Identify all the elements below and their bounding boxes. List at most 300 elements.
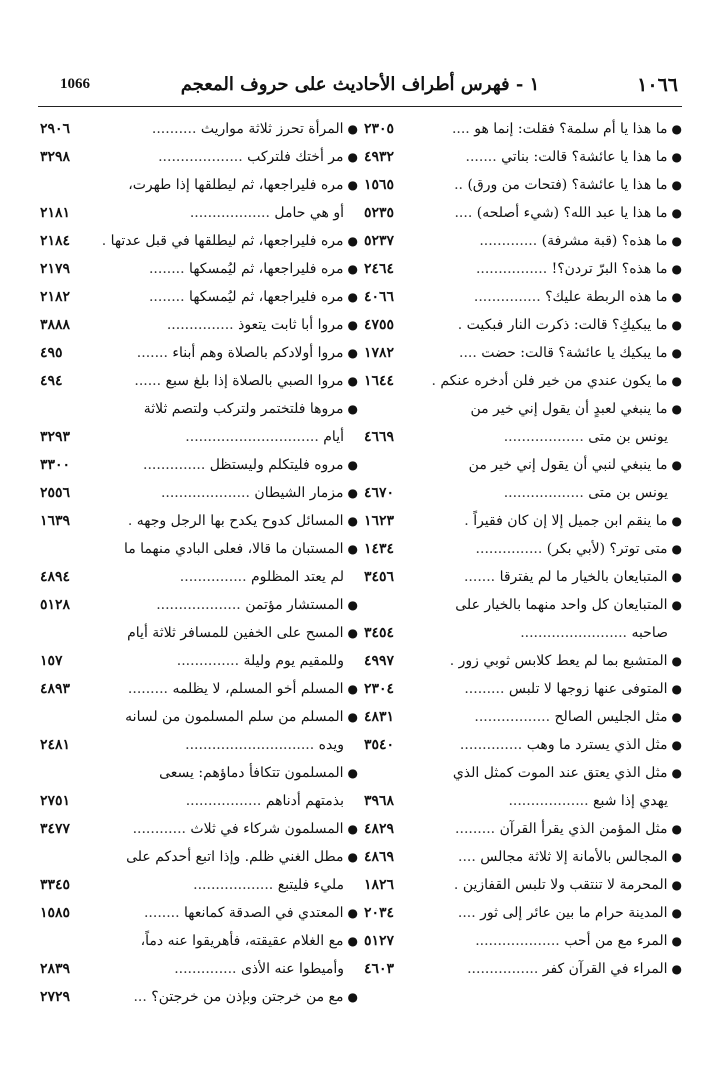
hadith-entry — [40, 619, 358, 675]
leader-dots: ....... — [463, 569, 496, 585]
hadith-entry — [40, 703, 358, 759]
hadith-entry — [364, 815, 682, 843]
leader-dots: ............................. — [185, 737, 315, 753]
bullet-icon: ● — [671, 262, 682, 276]
entry-body — [94, 759, 358, 815]
entry-body — [418, 871, 682, 899]
entry-body — [418, 759, 682, 815]
hadith-entry — [364, 703, 682, 731]
entry-body — [94, 703, 358, 759]
leader-dots: . — [453, 877, 459, 893]
entry-text: مروا أولادكم بالصلاة وهم أبناء — [172, 345, 344, 361]
hadith-number: ٢٣٠٤ — [364, 681, 395, 697]
entry-body — [418, 535, 682, 563]
entry-body — [418, 927, 682, 955]
leader-dots: .................. — [508, 793, 589, 809]
hadith-entry — [364, 899, 682, 927]
entry-text: مروا أبا ثابت يتعوذ — [238, 317, 344, 333]
hadith-entry — [40, 535, 358, 591]
hadith-entry — [364, 451, 682, 507]
hadith-entry — [364, 647, 682, 675]
entry-body — [94, 899, 358, 927]
hadith-number: ٢١٨٢ — [40, 289, 71, 305]
bullet-icon: ● — [347, 626, 358, 640]
entry-body — [94, 815, 358, 843]
hadith-number: ١٥٧ — [40, 653, 63, 669]
bullet-icon: ● — [347, 514, 358, 528]
leader-dots: . — [464, 513, 469, 529]
hadith-number: ١٤٣٤ — [364, 541, 395, 557]
leader-dots: . — [127, 513, 133, 529]
bullet-icon: ● — [671, 346, 682, 360]
leader-dots: .... — [459, 345, 477, 361]
hadith-entry — [364, 367, 682, 395]
entry-body — [418, 955, 682, 983]
entry-text-line2: وللمقيم يوم وليلة — [243, 653, 344, 669]
entry-body — [94, 507, 358, 535]
entry-body — [418, 171, 682, 199]
bullet-icon: ● — [347, 486, 358, 500]
bullet-icon: ● — [671, 570, 682, 584]
leader-dots: ................. — [474, 709, 551, 725]
entry-text-line2: أيام — [323, 429, 344, 445]
bullet-icon: ● — [347, 262, 358, 276]
hadith-number: ٤٩٥ — [40, 345, 63, 361]
bullet-icon: ● — [671, 682, 682, 696]
hadith-entry — [40, 143, 358, 171]
entry-text: المسلم من سلم المسلمون من لسانه — [125, 709, 344, 725]
page-header — [38, 72, 682, 107]
hadith-entry — [40, 227, 358, 255]
entry-body — [94, 367, 358, 395]
page-number-latin: 1066 — [60, 76, 90, 92]
right-column — [364, 115, 682, 983]
hadith-number: ٣٣٤٥ — [40, 877, 71, 893]
hadith-number: ٤٦٦٩ — [364, 429, 395, 445]
entry-text: المستبان ما قالا، فعلى البادي منهما ما — [123, 541, 344, 557]
bullet-icon: ● — [347, 458, 358, 472]
entry-continuation — [418, 619, 682, 647]
bullet-icon: ● — [671, 738, 682, 752]
entry-body — [418, 647, 682, 675]
bullet-icon: ● — [347, 318, 358, 332]
leader-dots: ........................ — [520, 625, 627, 641]
hadith-entry — [40, 339, 358, 367]
bullet-icon: ● — [347, 374, 358, 388]
hadith-number: ١٥٦٥ — [364, 177, 395, 193]
leader-dots: .... — [457, 905, 476, 921]
leader-dots: ......... — [127, 681, 168, 697]
entry-text: المسح على الخفين للمسافر ثلاثة أيام — [127, 625, 344, 641]
leader-dots: .. — [454, 177, 463, 193]
entry-text: مزمار الشيطان — [254, 485, 344, 501]
entry-text-line2: أو هي حامل — [274, 205, 344, 221]
hadith-number: ١٧٨٢ — [364, 345, 395, 361]
leader-dots: ............... — [475, 541, 543, 557]
leader-dots: ................. — [185, 793, 262, 809]
entry-body — [94, 619, 358, 675]
hadith-number: ٣٢٩٨ — [40, 149, 71, 165]
hadith-number: ٣٢٩٣ — [40, 429, 71, 445]
bullet-icon: ● — [347, 402, 358, 416]
leader-dots: ........ — [148, 261, 185, 277]
leader-dots: ...... — [134, 373, 162, 389]
hadith-entry — [364, 731, 682, 759]
bullet-icon: ● — [671, 710, 682, 724]
hadith-number: ٣٤٥٦ — [364, 569, 395, 585]
hadith-entry — [364, 871, 682, 899]
hadith-number: ٣٨٨٨ — [40, 317, 71, 333]
leader-dots: .............................. — [185, 429, 319, 445]
entry-continuation — [94, 199, 358, 227]
bullet-icon: ● — [671, 878, 682, 892]
hadith-entry — [40, 115, 358, 143]
hadith-number: ٣٤٥٤ — [364, 625, 395, 641]
hadith-number: ١٦٢٣ — [364, 513, 395, 529]
entry-body — [94, 115, 358, 143]
hadith-number: ٤٦٠٣ — [364, 961, 395, 977]
entry-body — [418, 115, 682, 143]
entry-body — [94, 983, 358, 1011]
leader-dots: .......... — [151, 121, 197, 137]
entry-text-line2: وأميطوا عنه الأذى — [240, 961, 344, 977]
bullet-icon: ● — [671, 934, 682, 948]
leader-dots: . — [457, 317, 463, 333]
leader-dots: ............... — [179, 569, 247, 585]
entry-text: المرء مع من أحب — [564, 933, 668, 949]
hadith-number: ٥١٢٧ — [364, 933, 395, 949]
bullet-icon: ● — [347, 710, 358, 724]
hadith-number: ٢١٧٩ — [40, 261, 71, 277]
hadith-number: ٤٦٧٠ — [364, 485, 395, 501]
entry-text: المدينة حرام ما بين عائر إلى ثور — [480, 905, 668, 921]
bullet-icon: ● — [347, 850, 358, 864]
hadith-number: ٤٩٣٢ — [364, 149, 395, 165]
bullet-icon: ● — [671, 962, 682, 976]
hadith-entry — [364, 199, 682, 227]
hadith-entry — [40, 395, 358, 451]
leader-dots: .............. — [176, 653, 240, 669]
bullet-icon: ● — [347, 346, 358, 360]
entry-text-line2: مليء فليتبع — [277, 877, 344, 893]
entry-body — [94, 591, 358, 619]
entry-body — [418, 675, 682, 703]
entry-text-line2: بذمتهم أدناهم — [265, 793, 344, 809]
bullet-icon: ● — [671, 374, 682, 388]
hadith-number: ٤٠٦٦ — [364, 289, 395, 305]
hadith-entry — [364, 339, 682, 367]
hadith-entry — [40, 171, 358, 227]
hadith-entry — [364, 227, 682, 255]
entry-body — [418, 395, 682, 451]
leader-dots: ............... — [473, 289, 541, 305]
leader-dots: .................. — [189, 205, 270, 221]
hadith-number: ٤٨٩٤ — [40, 569, 71, 585]
entry-body — [418, 311, 682, 339]
leader-dots: ................ — [475, 261, 548, 277]
entry-text-line2: يونس بن متى — [588, 429, 668, 445]
leader-dots: .... — [458, 849, 476, 865]
entry-text: المعتدي في الصدقة كمانعها — [184, 905, 344, 921]
bullet-icon: ● — [671, 906, 682, 920]
hadith-number: ١٦٣٩ — [40, 513, 71, 529]
entry-text-line2: ويده — [318, 737, 344, 753]
leader-dots: ........ — [143, 905, 180, 921]
hadith-entry — [40, 255, 358, 283]
entry-body — [94, 479, 358, 507]
leader-dots: ................... — [158, 149, 243, 165]
bullet-icon: ● — [671, 514, 682, 528]
hadith-number: ٢٤٨١ — [40, 737, 71, 753]
entry-text: مثل الذي يسترد ما وهب — [526, 737, 668, 753]
hadith-number: ٤٨٦٩ — [364, 849, 395, 865]
leader-dots: ............... — [166, 317, 234, 333]
bullet-icon: ● — [671, 458, 682, 472]
entry-text: متى توتر؟ (لأبي بكر) — [546, 541, 668, 557]
bullet-icon: ● — [347, 990, 358, 1004]
hadith-number: ١٦٤٤ — [364, 373, 395, 389]
hadith-number: ١٥٨٥ — [40, 905, 71, 921]
hadith-entry — [40, 479, 358, 507]
hadith-number: ٤٨٢٩ — [364, 821, 395, 837]
hadith-entry — [364, 283, 682, 311]
entry-body — [418, 451, 682, 507]
entry-body — [94, 927, 358, 983]
hadith-number: ٥٢٣٥ — [364, 205, 395, 221]
entry-text: ما هذا يا عبد الله؟ (شيء أصلحه) — [476, 205, 668, 221]
bullet-icon: ● — [671, 402, 682, 416]
hadith-number: ٢٠٣٤ — [364, 905, 395, 921]
entry-text: المسلمون شركاء في ثلاث — [190, 821, 344, 837]
bullet-icon: ● — [347, 234, 358, 248]
entry-body — [418, 507, 682, 535]
entry-text: ما ينبغي لنبي أن يقول إني خير من — [468, 457, 668, 473]
entry-text: ما هذا يا عائشة؟ (فتحات من ورق) — [467, 177, 668, 193]
hadith-number: ٢٣٠٥ — [364, 121, 395, 137]
entry-text: ما هذا يا أم سلمة؟ فقلت: إنما هو — [474, 121, 668, 137]
entry-text: ما يبكيك يا عائشة؟ قالت: حضت — [481, 345, 668, 361]
entry-text: ما ينبغي لعبدٍ أن يقول إني خير من — [470, 401, 668, 417]
entry-continuation — [94, 787, 358, 815]
leader-dots: .................. — [503, 429, 584, 445]
entry-body — [418, 731, 682, 759]
entry-text: المسائل كدوح يكدح بها الرجل وجهه — [136, 513, 344, 529]
hadith-number: ٣٥٤٠ — [364, 737, 395, 753]
entry-text: مروا الصبي بالصلاة إذا بلغ سبع — [165, 373, 344, 389]
left-column — [40, 115, 358, 1011]
entry-body — [94, 171, 358, 227]
leader-dots: .... — [454, 205, 473, 221]
entry-body — [94, 227, 358, 255]
entry-body — [94, 339, 358, 367]
leader-dots: ................... — [156, 597, 241, 613]
entry-body — [94, 451, 358, 479]
leader-dots: ............. — [479, 233, 538, 249]
entry-text: مروه فليتكلم وليستظل — [209, 457, 344, 473]
entry-text-line2: يونس بن متى — [588, 485, 668, 501]
hadith-number: ٢٧٢٩ — [40, 989, 71, 1005]
entry-body — [418, 843, 682, 871]
hadith-entry — [364, 927, 682, 955]
page-number-arabic: ١٠٦٦ — [637, 74, 678, 96]
entry-continuation — [94, 647, 358, 675]
entry-continuation — [94, 563, 358, 591]
leader-dots: ............ — [132, 821, 186, 837]
leader-dots: ................ — [467, 961, 539, 977]
entry-body — [418, 199, 682, 227]
entry-body — [94, 395, 358, 451]
entry-text: مر أختك فلتركب — [247, 149, 344, 165]
hadith-entry — [40, 451, 358, 479]
leader-dots: .............. — [459, 737, 523, 753]
hadith-entry — [40, 843, 358, 899]
hadith-number: ٤٧٥٥ — [364, 317, 395, 333]
bullet-icon: ● — [347, 122, 358, 136]
entry-text: ما يبكيكِ؟ قالت: ذكرت النار فبكيت — [466, 317, 668, 333]
bullet-icon: ● — [347, 178, 358, 192]
bullet-icon: ● — [347, 906, 358, 920]
hadith-entry — [364, 255, 682, 283]
entry-continuation — [94, 871, 358, 899]
entry-text: ما هذه؟ (قبة مشرفة) — [541, 233, 668, 249]
hadith-number: ٤٩٤ — [40, 373, 63, 389]
hadith-entry — [40, 675, 358, 703]
hadith-number: ٥٢٣٧ — [364, 233, 395, 249]
hadith-entry — [40, 591, 358, 619]
entry-body — [418, 591, 682, 647]
bullet-icon: ● — [671, 178, 682, 192]
hadith-entry — [40, 815, 358, 843]
hadith-number: ٤٨٩٣ — [40, 681, 71, 697]
entry-continuation — [94, 423, 358, 451]
hadith-number: ٤٨٣١ — [364, 709, 395, 725]
entry-text: المسلمون تتكافأ دماؤهم: يسعى — [159, 765, 344, 781]
hadith-entry — [364, 955, 682, 983]
hadith-entry — [364, 507, 682, 535]
entry-body — [418, 563, 682, 591]
bullet-icon: ● — [671, 598, 682, 612]
hadith-number: ١٨٢٦ — [364, 877, 395, 893]
leader-dots: .................. — [193, 877, 274, 893]
leader-dots: ................... — [475, 933, 560, 949]
entry-text: المستشار مؤتمن — [245, 597, 344, 613]
leader-dots: .... — [451, 121, 470, 137]
entry-body — [94, 283, 358, 311]
bullet-icon: ● — [347, 934, 358, 948]
entry-text: مثل المؤمن الذي يقرأ القرآن — [499, 821, 668, 837]
hadith-entry — [364, 759, 682, 815]
entry-text: مره فليراجعها، ثم ليطلقها في قبل عدتها — [110, 233, 344, 249]
entry-continuation — [94, 731, 358, 759]
entry-text: ما هذه؟ البرّ تردن؟! — [551, 261, 668, 277]
entry-text: ما يكون عندي من خير فلن أدخره عنكم — [440, 373, 668, 389]
entry-continuation — [418, 479, 682, 507]
entry-continuation — [94, 955, 358, 983]
entry-text: مره فليراجعها، ثم ليطلقها إذا طهرت، — [128, 177, 344, 193]
entry-body — [94, 143, 358, 171]
leader-dots: ........ — [148, 289, 185, 305]
bullet-icon: ● — [671, 122, 682, 136]
bullet-icon: ● — [347, 150, 358, 164]
bullet-icon: ● — [347, 290, 358, 304]
leader-dots: ......... — [455, 821, 496, 837]
hadith-number: ٢٥٥٦ — [40, 485, 71, 501]
hadith-number: ٢٤٦٤ — [364, 261, 395, 277]
entry-body — [418, 367, 682, 395]
bullet-icon: ● — [671, 150, 682, 164]
entry-text: مره فليراجعها، ثم ليُمسكها — [189, 261, 344, 277]
hadith-number: ٣٣٠٠ — [40, 457, 71, 473]
bullet-icon: ● — [671, 766, 682, 780]
bullet-icon: ● — [347, 598, 358, 612]
hadith-entry — [364, 395, 682, 451]
leader-dots: .............. — [143, 457, 206, 473]
leader-dots: ... — [133, 989, 147, 1005]
entry-body — [418, 899, 682, 927]
entry-text: ما ينقم ابن جميل إلا إن كان فقيراً — [473, 513, 668, 529]
entry-text: مطل الغني ظلم. وإذا اتبع أحدكم على — [126, 849, 344, 865]
bullet-icon: ● — [671, 234, 682, 248]
entry-body — [418, 339, 682, 367]
hadith-number: ٣٤٧٧ — [40, 821, 71, 837]
leader-dots: ....... — [136, 345, 168, 361]
entry-text: المجالس بالأمانة إلا ثلاثة مجالس — [480, 849, 668, 865]
bullet-icon: ● — [347, 542, 358, 556]
hadith-entry — [40, 927, 358, 983]
leader-dots: .................... — [160, 485, 250, 501]
entry-text: المسلم أخو المسلم، لا يظلمه — [172, 681, 344, 697]
entry-text: المحرمة لا تنتقب ولا تلبس القفازين — [462, 877, 668, 893]
hadith-entry — [364, 171, 682, 199]
hadith-number: ٥١٢٨ — [40, 597, 71, 613]
entry-text: المتبايعان كل واحد منهما بالخيار على — [455, 597, 668, 613]
hadith-number: ٣٩٦٨ — [364, 793, 395, 809]
entry-body — [418, 143, 682, 171]
hadith-entry — [364, 143, 682, 171]
hadith-entry — [364, 843, 682, 871]
hadith-entry — [40, 899, 358, 927]
entry-text: مع من خرجتن وبإذن من خرجتن؟ — [151, 989, 344, 1005]
entry-text-line2: صاحبه — [631, 625, 668, 641]
leader-dots: . — [449, 653, 455, 669]
entry-text: مع الغلام عقيقته، فأهريقوا عنه دماً، — [140, 933, 344, 949]
entry-text: المرأة تحرز ثلاثة مواريث — [200, 121, 344, 137]
hadith-entry — [364, 115, 682, 143]
bullet-icon: ● — [671, 542, 682, 556]
bullet-icon: ● — [671, 822, 682, 836]
entry-body — [418, 227, 682, 255]
leader-dots: .............. — [174, 961, 237, 977]
entry-body — [418, 703, 682, 731]
bullet-icon: ● — [671, 290, 682, 304]
bullet-icon: ● — [671, 654, 682, 668]
hadith-entry — [364, 675, 682, 703]
hadith-entry — [40, 283, 358, 311]
entry-continuation — [418, 423, 682, 451]
bullet-icon: ● — [671, 206, 682, 220]
hadith-number: ٤٩٩٧ — [364, 653, 395, 669]
entry-body — [94, 311, 358, 339]
entry-body — [418, 255, 682, 283]
leader-dots: . — [431, 373, 436, 389]
hadith-entry — [364, 311, 682, 339]
hadith-number: ٢٨٣٩ — [40, 961, 71, 977]
leader-dots: . — [101, 233, 107, 249]
entry-body — [94, 675, 358, 703]
entry-text: المتوفى عنها زوجها لا تلبس — [508, 681, 668, 697]
hadith-entry — [40, 311, 358, 339]
entry-body — [418, 283, 682, 311]
